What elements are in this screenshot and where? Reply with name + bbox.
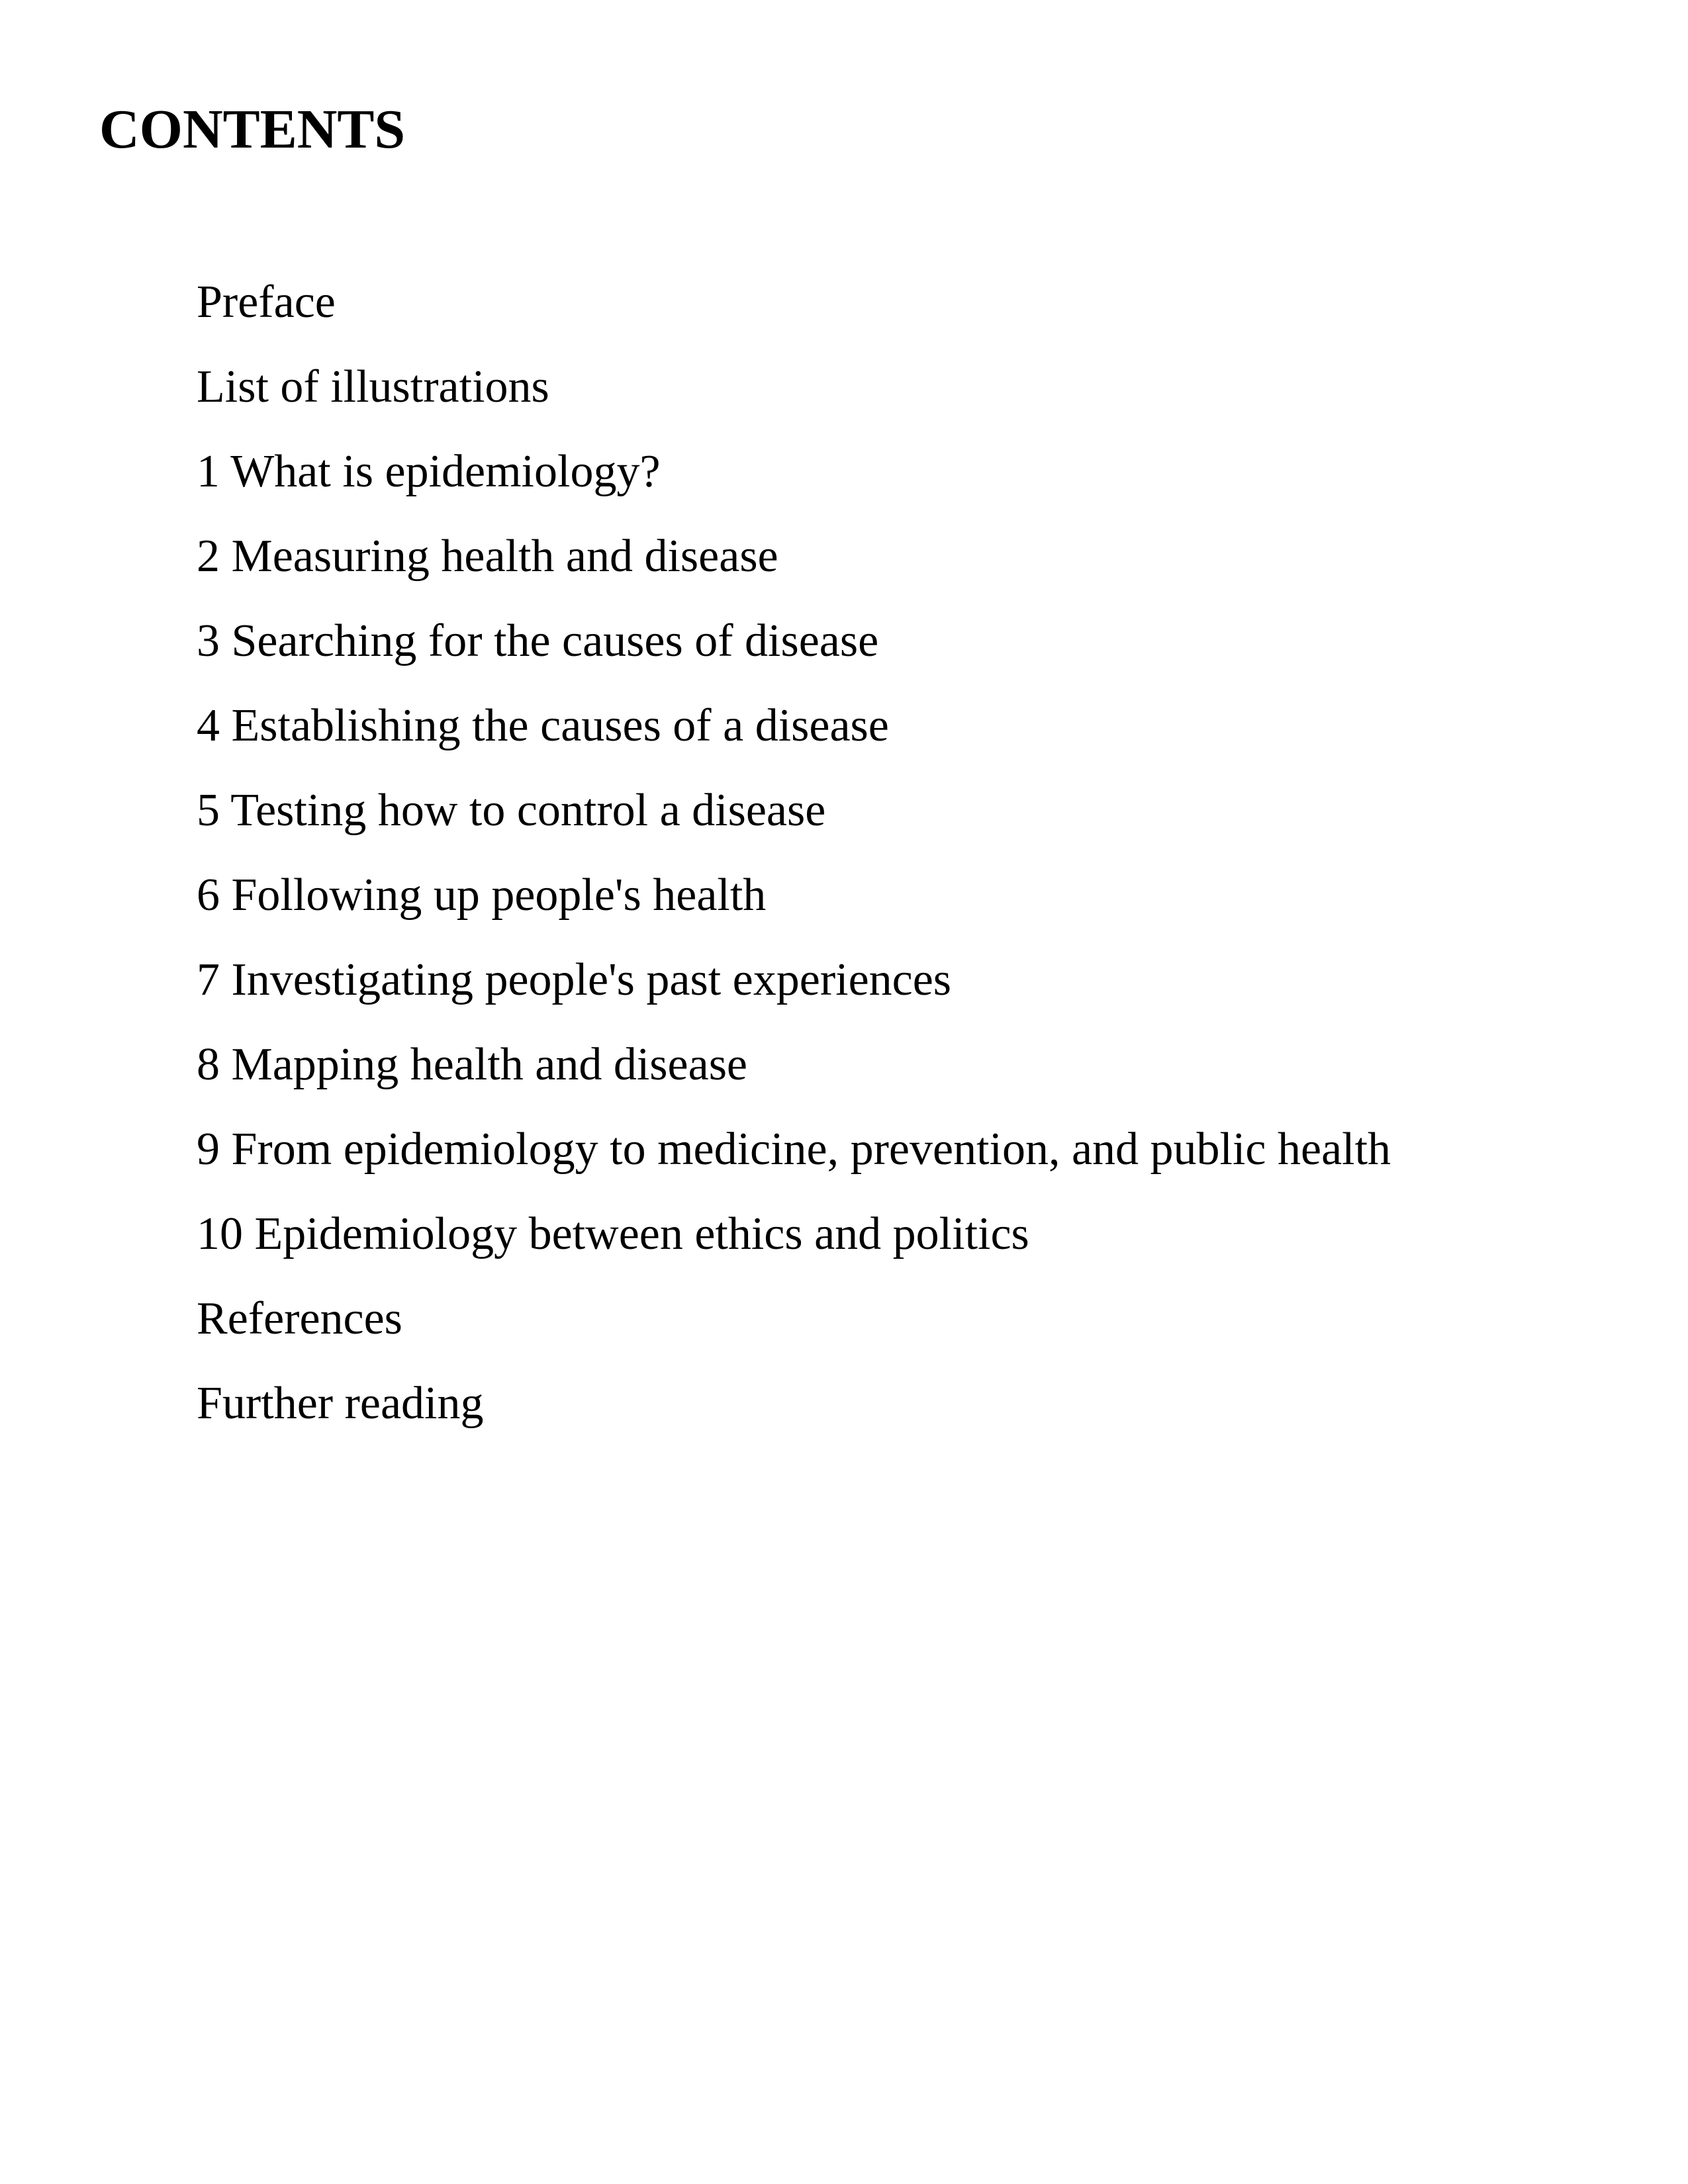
page-title: CONTENTS [99,99,406,160]
toc-item-chapter-10[interactable]: 10 Epidemiology between ethics and politics [197,1208,1029,1259]
toc-item-preface[interactable]: Preface [197,277,336,328]
toc-item-chapter-8[interactable]: 8 Mapping health and disease [197,1039,748,1090]
toc-item-chapter-4[interactable]: 4 Establishing the causes of a disease [197,700,889,751]
toc-item-chapter-2[interactable]: 2 Measuring health and disease [197,531,778,582]
toc-item-chapter-1[interactable]: 1 What is epidemiology? [197,446,661,497]
toc-item-further-reading[interactable]: Further reading [197,1378,484,1429]
toc-item-references[interactable]: References [197,1293,402,1344]
toc-item-chapter-9[interactable]: 9 From epidemiology to medicine, prevention, and public health [197,1124,1391,1175]
toc-item-chapter-3[interactable]: 3 Searching for the causes of disease [197,615,879,666]
table-of-contents [197,273,1391,1459]
toc-item-list-of-illustrations[interactable]: List of illustrations [197,361,549,412]
toc-item-chapter-7[interactable]: 7 Investigating people's past experiences [197,954,952,1005]
toc-item-chapter-6[interactable]: 6 Following up people's health [197,870,767,921]
toc-item-chapter-5[interactable]: 5 Testing how to control a disease [197,785,826,836]
